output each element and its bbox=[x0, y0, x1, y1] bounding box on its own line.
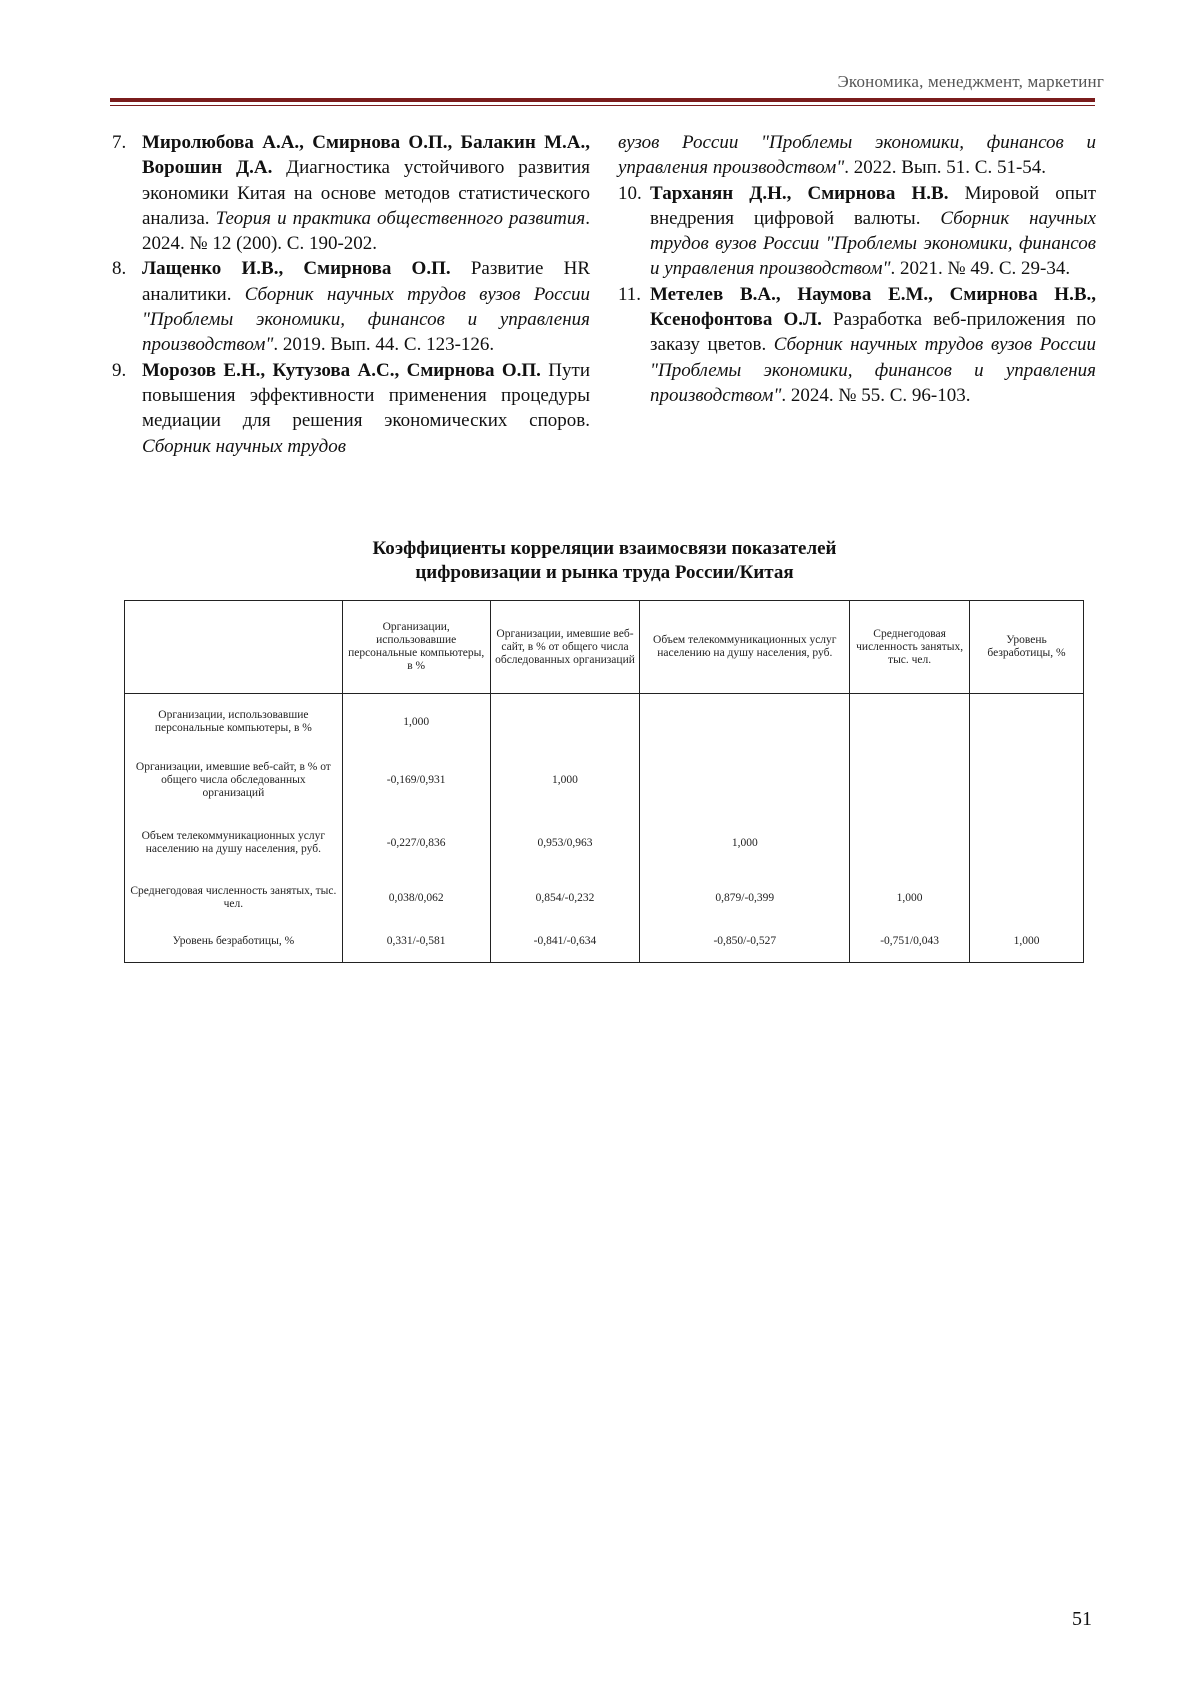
table-cell bbox=[970, 750, 1084, 810]
reference-authors: Лащенко И.В., Смирнова О.П. bbox=[142, 258, 451, 280]
reference-item bbox=[112, 130, 590, 256]
reference-authors: Метелев В.А., Наумова Е.М., Смирнова Н.В., Ксенофонтова О.Л. bbox=[650, 283, 1096, 331]
reference-title: Мировой опыт внедрения цифровой валюты. bbox=[650, 182, 1097, 229]
table-row bbox=[125, 810, 1084, 876]
table-cell bbox=[850, 694, 970, 751]
reference-body bbox=[650, 181, 1096, 282]
table-cell: -0,227/0,836 bbox=[342, 810, 490, 876]
table-cell: -0,169/0,931 bbox=[342, 750, 490, 810]
header-rule-thick bbox=[110, 98, 1095, 102]
table-cell bbox=[850, 810, 970, 876]
reference-number: 10. bbox=[618, 182, 642, 204]
reference-source: Сборник научных трудов вузов России "Проблемы экономики, финансов и управления производством" bbox=[142, 283, 590, 356]
reference-authors: Миролюбова А.А., Смирнова О.П., Балакин М.А., Ворошин Д.А. bbox=[142, 132, 590, 179]
reference-source: Сборник научных трудов bbox=[142, 435, 347, 457]
table-cell bbox=[640, 750, 850, 810]
row-header: Среднегодовая численность занятых, тыс. чел. bbox=[125, 876, 343, 920]
table-row bbox=[125, 750, 1084, 810]
reference-number: 11. bbox=[618, 283, 642, 305]
table-cell: -0,751/0,043 bbox=[850, 920, 970, 963]
column-header: Организации, использовавшие персональные компьютеры, в % bbox=[342, 601, 490, 694]
header-corner-cell bbox=[125, 601, 343, 694]
reference-source: вузов России "Проблемы экономики, финансов и управления производством" bbox=[618, 132, 1096, 179]
table-cell: 1,000 bbox=[850, 876, 970, 920]
reference-source: Сборник научных трудов вузов России "Проблемы экономики, финансов и управления производством" bbox=[650, 207, 1096, 280]
reference-authors: Морозов Е.Н., Кутузова А.С., Смирнова О.П. bbox=[142, 359, 541, 381]
page-number: 51 bbox=[1072, 1608, 1092, 1630]
column-header: Среднегодовая численность занятых, тыс. чел. bbox=[850, 601, 970, 694]
reference-details: . 2024. № 55. С. 96-103. bbox=[781, 384, 971, 406]
correlation-table bbox=[124, 600, 1084, 963]
table-header-row bbox=[125, 601, 1084, 694]
reference-body bbox=[142, 130, 590, 256]
table-cell: -0,841/-0,634 bbox=[490, 920, 640, 963]
table-row bbox=[125, 920, 1084, 963]
column-header: Объем телекоммуникационных услуг населению на душу населения, руб. bbox=[640, 601, 850, 694]
reference-title: Разработка веб-приложения по заказу цветов. bbox=[650, 309, 1096, 356]
right-column bbox=[618, 130, 1096, 408]
row-header: Организации, использовавшие персональные компьютеры, в % bbox=[125, 694, 343, 751]
reference-item bbox=[112, 256, 590, 357]
reference-item bbox=[618, 181, 1096, 282]
reference-number: 7. bbox=[112, 132, 127, 153]
reference-title: Развитие HR аналитики. bbox=[142, 258, 590, 305]
reference-body bbox=[142, 256, 590, 357]
reference-source: Теория и практика общественного развития bbox=[215, 207, 586, 229]
table-cell bbox=[850, 750, 970, 810]
reference-authors: Тарханян Д.Н., Смирнова Н.В. bbox=[650, 182, 949, 204]
table-cell bbox=[490, 694, 640, 751]
reference-details: . 2022. Вып. 51. С. 51-54. bbox=[844, 157, 1047, 179]
reference-item bbox=[112, 358, 590, 459]
reference-item bbox=[618, 282, 1096, 408]
table-cell: 1,000 bbox=[640, 810, 850, 876]
reference-details: . 2021. № 49. С. 29-34. bbox=[890, 258, 1071, 280]
table-title-line: Коэффициенты корреляции взаимосвязи показателей bbox=[372, 538, 837, 559]
reference-number: 8. bbox=[112, 258, 127, 280]
table-cell: 0,854/-0,232 bbox=[490, 876, 640, 920]
table-cell bbox=[640, 694, 850, 751]
table-cell bbox=[970, 694, 1084, 751]
reference-title: Пути повышения эффективности применения процедуры медиации для решения экономических споров. bbox=[142, 359, 590, 432]
running-header: Экономика, менеджмент, маркетинг bbox=[837, 72, 1104, 91]
table-cell: 0,879/-0,399 bbox=[640, 876, 850, 920]
table-title-line: цифровизации и рынка труда России/Китая bbox=[415, 562, 794, 583]
reference-continuation bbox=[618, 130, 1096, 181]
row-header: Уровень безработицы, % bbox=[125, 920, 343, 963]
table-cell: 1,000 bbox=[342, 694, 490, 751]
left-column bbox=[112, 130, 590, 459]
header-rule-thin bbox=[110, 105, 1095, 106]
reference-body bbox=[650, 282, 1096, 408]
reference-title: Диагностика устойчивого развития экономики Китая на основе методов статистического анализа. bbox=[142, 157, 590, 229]
row-header: Объем телекоммуникационных услуг населению на душу населения, руб. bbox=[125, 810, 343, 876]
column-header: Уровень безработицы, % bbox=[970, 601, 1084, 694]
reference-details: . 2024. № 12 (200). С. 190-202. bbox=[142, 207, 590, 255]
table-row bbox=[125, 694, 1084, 751]
column-header: Организации, имевшие веб-сайт, в % от общего числа обследованных организаций bbox=[490, 601, 640, 694]
reference-number: 9. bbox=[112, 359, 127, 381]
reference-source: Сборник научных трудов вузов России "Проблемы экономики, финансов и управления производством" bbox=[650, 334, 1096, 406]
table-row bbox=[125, 876, 1084, 920]
table-cell bbox=[970, 876, 1084, 920]
reference-body bbox=[142, 358, 590, 459]
reference-details: . 2019. Вып. 44. С. 123-126. bbox=[273, 334, 495, 356]
table-cell: -0,850/-0,527 bbox=[640, 920, 850, 963]
table-cell: 0,331/-0,581 bbox=[342, 920, 490, 963]
row-header: Организации, имевшие веб-сайт, в % от общего числа обследованных организаций bbox=[125, 750, 343, 810]
table-cell: 1,000 bbox=[490, 750, 640, 810]
table-title bbox=[112, 537, 1097, 585]
table-cell bbox=[970, 810, 1084, 876]
table-cell: 0,953/0,963 bbox=[490, 810, 640, 876]
table-cell: 1,000 bbox=[970, 920, 1084, 963]
table-cell: 0,038/0,062 bbox=[342, 876, 490, 920]
